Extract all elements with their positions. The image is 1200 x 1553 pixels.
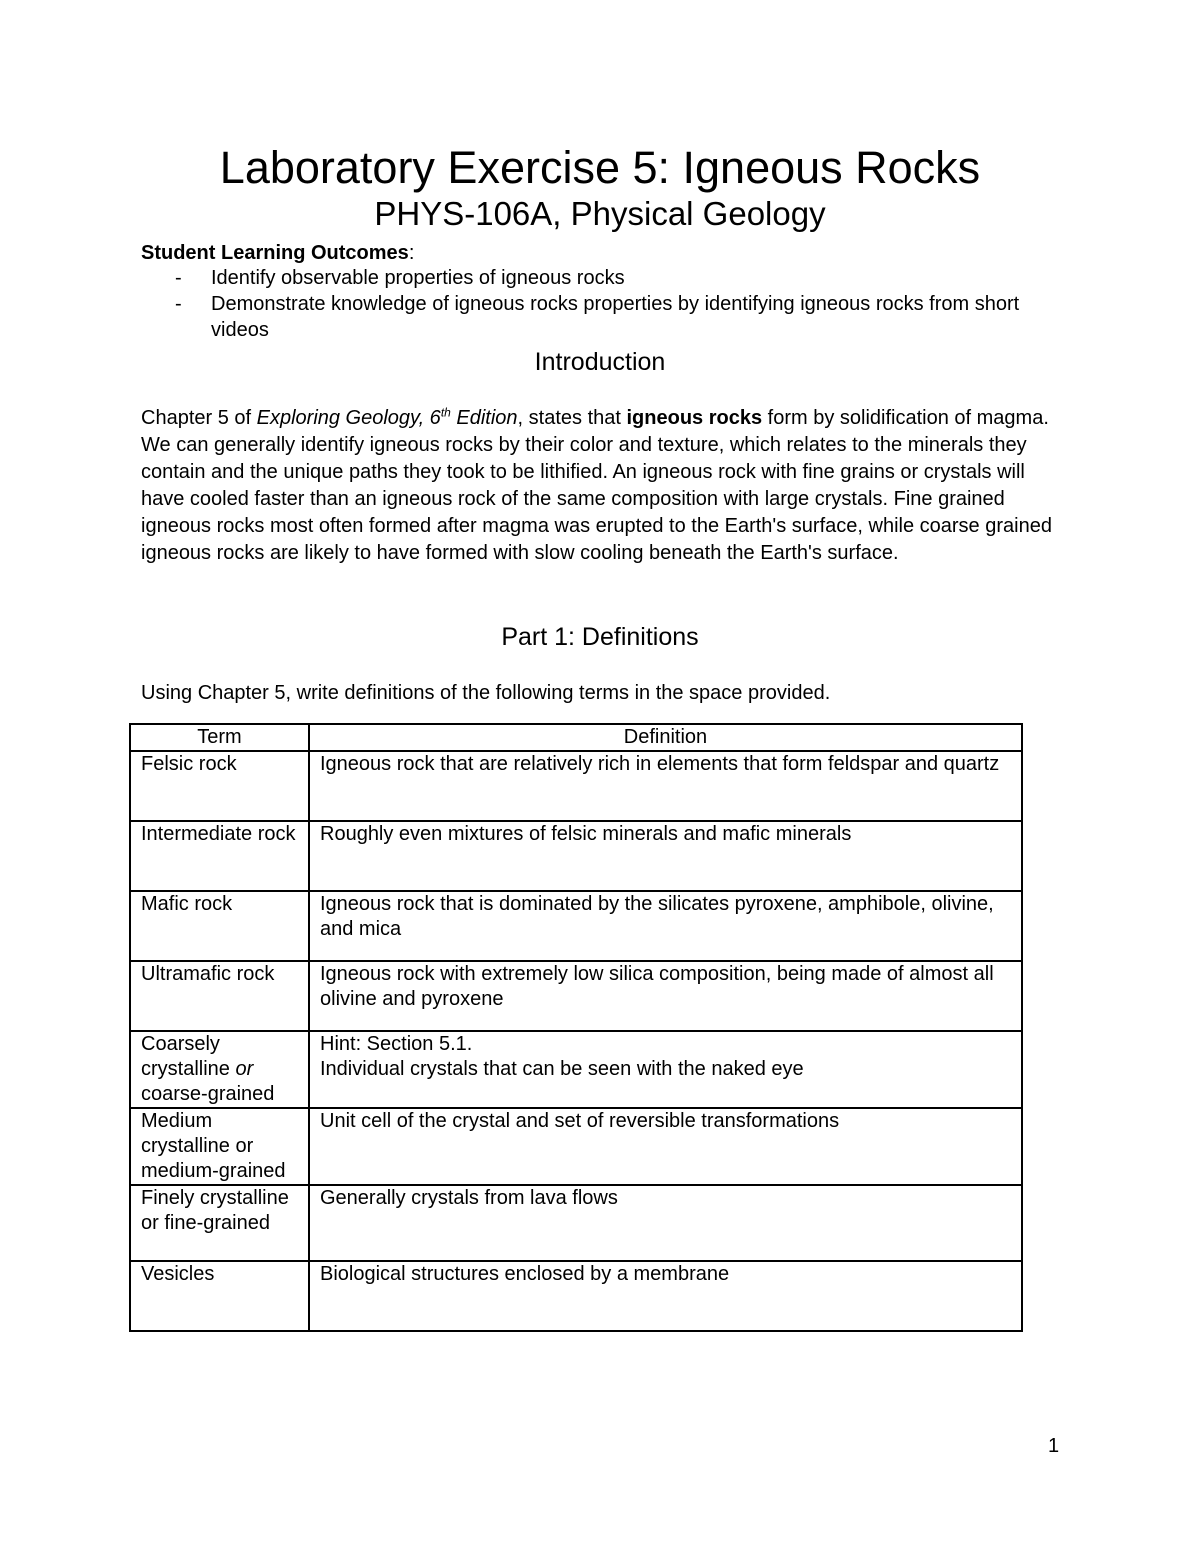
table-row <box>130 1031 1022 1108</box>
table-row <box>130 961 1022 1031</box>
book-title-text: Exploring Geology, 6 <box>256 407 441 429</box>
intro-text-start: Chapter 5 of <box>141 407 257 429</box>
term-cell <box>130 1031 309 1108</box>
intro-text-rest: form by solidification of magma. We can generally identify igneous rocks by their color and texture, which relates to the minerals they contain and the unique paths they took to be lithified. An igneous rock with fine grains or crystals will have cooled faster than an igneous rock of the same composition with large crystals. Fine grained igneous rocks most often formed after magma was erupted to the Earth's surface, while coarse grained igneous rocks are likely to have formed with slow cooling beneath the Earth's surface. <box>141 407 1052 564</box>
learning-outcomes-colon: : <box>408 242 415 264</box>
dash-bullet: - <box>175 267 182 289</box>
dash-bullet: - <box>175 293 182 315</box>
introduction-heading: Introduction <box>534 348 666 376</box>
part1-heading: Part 1: Definitions <box>501 623 699 651</box>
table-row <box>130 821 1022 891</box>
igneous-rocks-term: igneous rocks <box>626 407 763 429</box>
page-subtitle: PHYS-106A, Physical Geology <box>374 195 826 232</box>
term-cell: Vesicles <box>130 1261 309 1331</box>
page-title: Laboratory Exercise 5: Igneous Rocks <box>219 142 981 193</box>
definition-cell[interactable]: Igneous rock with extremely low silica composition, being made of almost all olivine and pyroxene <box>309 961 1022 1031</box>
definition-cell[interactable]: Igneous rock that is dominated by the silicates pyroxene, amphibole, olivine, and mica <box>309 891 1022 961</box>
term-text: coarse-grained <box>141 1083 275 1105</box>
table-row <box>130 1108 1022 1185</box>
book-edition-superscript: th <box>440 405 451 420</box>
table-row <box>130 891 1022 961</box>
intro-text-mid: , states that <box>517 407 627 429</box>
introduction-paragraph <box>141 405 1061 567</box>
definition-cell[interactable]: Igneous rock that are relatively rich in elements that form feldspar and quartz <box>309 751 1022 821</box>
definition-cell[interactable] <box>309 1031 1022 1108</box>
term-or-italic: or <box>235 1058 254 1080</box>
term-cell: Felsic rock <box>130 751 309 821</box>
learning-outcomes-list <box>141 265 1061 343</box>
definition-column-header: Definition <box>309 724 1022 751</box>
term-text: Coarsely crystalline <box>141 1033 236 1080</box>
learning-outcome-text: Demonstrate knowledge of igneous rocks properties by identifying igneous rocks from short videos <box>211 293 1020 341</box>
term-cell: Ultramafic rock <box>130 961 309 1031</box>
learning-outcomes-label: Student Learning Outcomes <box>141 242 409 264</box>
term-cell: Intermediate rock <box>130 821 309 891</box>
definition-hint: Hint: Section 5.1. <box>320 1033 473 1055</box>
definition-cell[interactable]: Generally crystals from lava flows <box>309 1185 1022 1261</box>
definition-cell[interactable]: Biological structures enclosed by a membrane <box>309 1261 1022 1331</box>
learning-outcomes-heading <box>141 240 414 266</box>
table-header-row <box>130 724 1022 751</box>
learning-outcome-item <box>141 265 1061 291</box>
term-cell: Mafic rock <box>130 891 309 961</box>
book-edition-text: Edition <box>450 407 518 429</box>
table-row <box>130 1185 1022 1261</box>
definition-cell[interactable]: Unit cell of the crystal and set of reversible transformations <box>309 1108 1022 1185</box>
table-row <box>130 1261 1022 1331</box>
table-row <box>130 751 1022 821</box>
part1-instructions: Using Chapter 5, write definitions of the following terms in the space provided. <box>141 682 831 704</box>
definitions-table <box>129 723 1023 1332</box>
definition-text: Individual crystals that can be seen with the naked eye <box>320 1058 804 1080</box>
learning-outcome-item <box>141 291 1061 343</box>
term-cell: Finely crystalline or fine-grained <box>130 1185 309 1261</box>
book-title <box>257 407 518 429</box>
term-column-header: Term <box>130 724 309 751</box>
term-cell: Medium crystalline or medium-grained <box>130 1108 309 1185</box>
page-number: 1 <box>1048 1435 1060 1457</box>
learning-outcome-text: Identify observable properties of igneous rocks <box>211 267 625 289</box>
definition-cell[interactable]: Roughly even mixtures of felsic minerals and mafic minerals <box>309 821 1022 891</box>
